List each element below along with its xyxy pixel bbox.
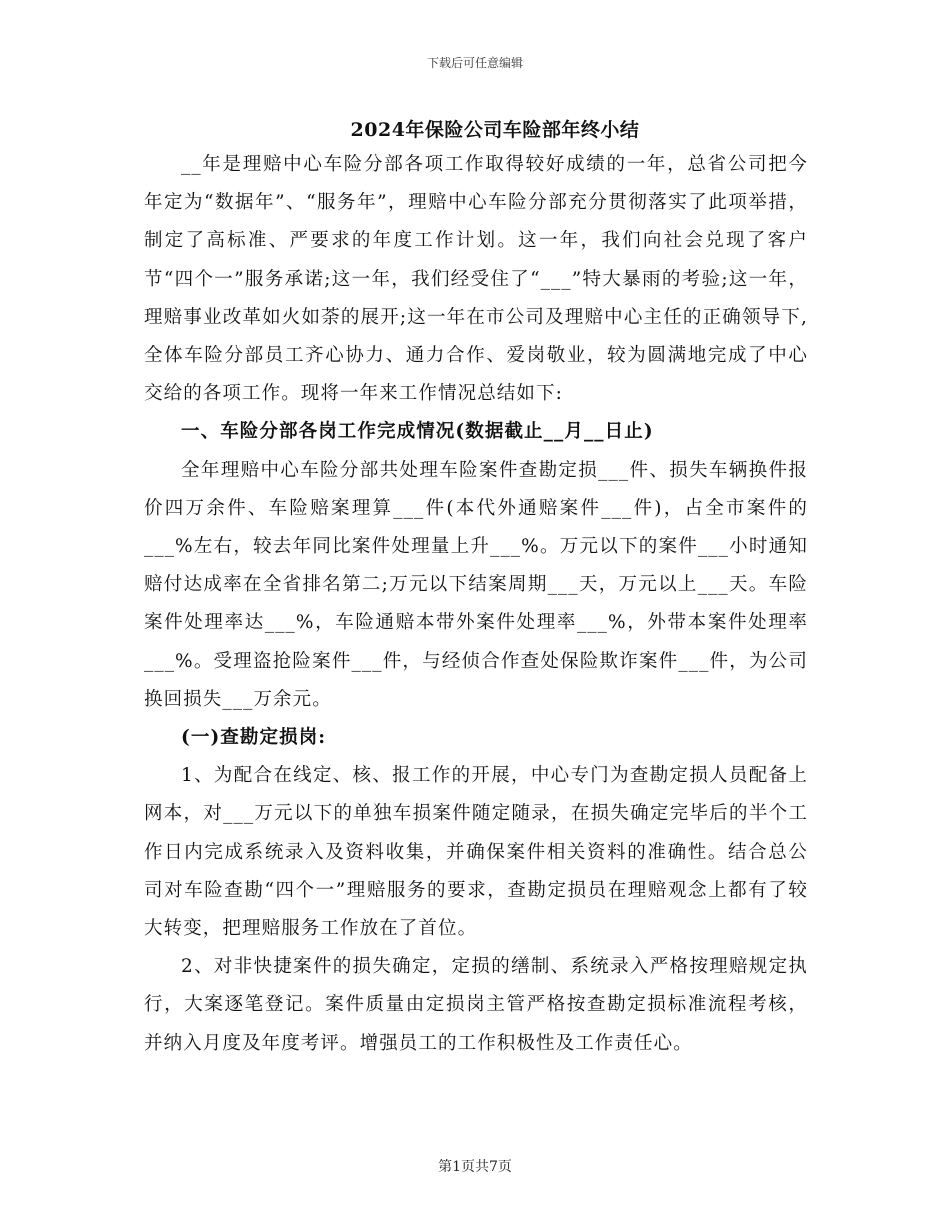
document-title: 2024年保险公司车险部年终小结 xyxy=(350,119,640,141)
page-footer: 第1页共7页 xyxy=(438,1159,512,1175)
section-heading-1: 一、车险分部各岗工作完成情况(数据截止__月__日止) xyxy=(181,421,654,443)
item-1-paragraph: 1、为配合在线定、核、报工作的开展，中心专门为查勘定损人员配备上网本，对___万元以下的单独车损案件随定随录，在损失确定完毕后的半个工作日内完成系统录入及资料收集，并确保案件相关资料的准确性。结合总公司对车险查勘“四个一”理赔服务的要求，查勘定损员在理赔观念上都有了较大转变，把理赔服务工作放在了首位。 xyxy=(144,765,808,940)
section-1-paragraph: 全年理赔中心车险分部共处理车险案件查勘定损___件、损失车辆换件报价四万余件、车险赔案理算___件(本代外通赔案件___件)，占全市案件的___%左右，较去年同比案件处理量上升___%。万元以下的案件___小时通知赔付达成率在全省排名第二;万元以下结案周期___天，万元以上___天。车险案件处理率达___%，车险通赔本带外案件处理率___%，外带本案件处理率___%。受理盗抢险案件___件，与经侦合作查处保险欺诈案件___件，为公司换回损失___万余元。 xyxy=(144,459,808,710)
document-body xyxy=(144,146,808,1063)
header-note: 下载后可任意编辑 xyxy=(426,56,523,70)
subsection-heading-1: (一)查勘定损岗: xyxy=(181,727,327,749)
intro-paragraph: __年是理赔中心车险分部各项工作取得较好成绩的一年，总省公司把今年定为“数据年”、“服务年”，理赔中心车险分部充分贯彻落实了此项举措，制定了高标准、严要求的年度工作计划。这一年，我们向社会兑现了客户节“四个一”服务承诺;这一年，我们经受住了“___”特大暴雨的考验;这一年，理赔事业改革如火如荼的展开;这一年在市公司及理赔中心主任的正确领导下,全体车险分部员工齐心协力、通力合作、爱岗敬业，较为圆满地完成了中心交给的各项工作。现将一年来工作情况总结如下: xyxy=(144,154,808,405)
item-2-paragraph: 2、对非快捷案件的损失确定，定损的缮制、系统录入严格按理赔规定执行，大案逐笔登记。案件质量由定损岗主管严格按查勘定损标准流程考核，并纳入月度及年度考评。增强员工的工作积极性及工作责任心。 xyxy=(144,956,808,1054)
